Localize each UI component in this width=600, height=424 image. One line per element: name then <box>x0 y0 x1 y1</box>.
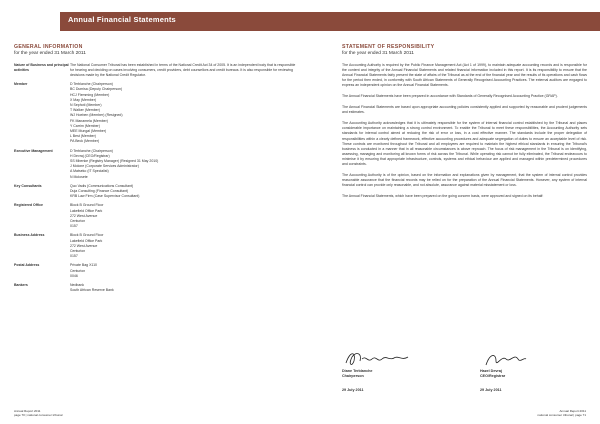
info-value-line: SS Mbenke (Registry Manager) (Resigned 31 May 2010) <box>70 158 159 163</box>
info-row <box>14 283 299 293</box>
page-title: Annual Financial Statements <box>68 15 176 24</box>
info-value-line: X May (Member) <box>70 97 97 102</box>
info-value-line: N Molosete <box>70 174 88 179</box>
info-value-line: T Walker (Member) <box>70 108 100 113</box>
info-value-line: Y Carrim (Member) <box>70 123 100 128</box>
info-value-line: Lakefield Office Park <box>70 238 103 243</box>
info-value-line: Quo Vadis (Communications Consultant) <box>70 183 134 188</box>
info-value-line: KRB Law Firm (Case Supervisor Consultant) <box>70 194 140 199</box>
info-value-line: Private Bag X110 <box>70 263 97 268</box>
footer-left <box>14 409 62 417</box>
info-row-label: Business Address <box>14 233 45 238</box>
info-value-line: BC Dumisa (Deputy Chairperson) <box>70 87 123 92</box>
info-row <box>14 203 299 229</box>
header-banner <box>0 0 600 38</box>
info-value-line: N Sephoti (Member) <box>70 102 102 107</box>
info-row <box>14 63 299 79</box>
info-value-line: WJ Hoeben (Member) (Resigned) <box>70 113 123 118</box>
signatory-name: Diane Terblanche <box>342 369 373 373</box>
footer-right <box>538 409 586 417</box>
info-value-line: 0157 <box>70 224 78 229</box>
info-row-label: Nature of Business and principal activities <box>14 62 69 72</box>
info-value-line: Nedbank <box>70 283 85 288</box>
signature-date: 29 July 2011 <box>342 388 364 392</box>
signatory-name: Hazel Devraj <box>480 369 502 373</box>
statement-paragraph: The Annual Financial Statements are based upon appropriate accounting policies consistently applied and supported by reasonable and prudent judgements and estimates. <box>342 105 587 115</box>
info-row <box>14 149 299 180</box>
info-row-value <box>70 63 299 79</box>
info-row-value <box>70 263 299 279</box>
info-value-line: Lakefield Office Park <box>70 208 103 213</box>
info-row-label: Member <box>14 82 28 87</box>
info-value-line: 272 West Avenue <box>70 243 98 248</box>
info-value-line: Centurion <box>70 218 86 223</box>
statement-of-responsibility-section <box>342 44 587 205</box>
info-row-value <box>70 149 299 180</box>
info-value-line: PA Beck (Member) <box>70 139 100 144</box>
info-value-line: FK Manamela (Member) <box>70 118 108 123</box>
info-value-line: H Devraj (CEO/Registrar) <box>70 153 110 158</box>
statement-paragraph: The Accounting Authority acknowledges that it is ultimately responsible for the system of internal financial control established by the Tribunal and places considerable importance on maintaining a strong control environment. To enable the Tribunal to meet these responsibilities, the Accounting Authority sets standards for internal control aimed at reducing the risk of error or loss, in a cost effective manner. The standards include the proper delegation of responsibilities within a clearly defined framework, effective accounting procedures and adequate segregation of duties to ensure an acceptable level of risk. These controls are monitored throughout the Tribunal and all employees are required to maintain the highest ethical standards in ensuring the Tribunal's business is conducted in a manner that in all reasonable circumstances is above reproach. The focus of risk management in the Tribunal is on identifying, assessing, managing and monitoring all known forms of risk across the Tribunal. While operating risk cannot be fully eliminated, the Tribunal endeavours to minimise it by ensuring that appropriate infrastructure, controls, systems and ethical behaviour are applied and managed within predetermined procedures and constraints. <box>342 121 587 166</box>
footer-report-label: Annual Report 2011 <box>559 409 586 413</box>
signatory-role: Chairperson <box>342 374 364 378</box>
footer-report-label: Annual Report 2011 <box>14 409 41 413</box>
info-row <box>14 263 299 279</box>
info-row-label: Executive Management <box>14 148 53 153</box>
info-row <box>14 82 299 144</box>
info-value-line: D Terblanche (Chairperson) <box>70 82 113 87</box>
info-row-value <box>70 233 299 259</box>
general-information-subtitle: for the year ended 31 March 2011 <box>14 50 86 56</box>
statement-body <box>342 63 587 200</box>
signature-image <box>342 349 432 369</box>
statement-title: STATEMENT OF RESPONSIBILITY <box>342 44 435 50</box>
statement-paragraph: The Accounting Authority is required by the Public Finance Management Act (Act 1 of 1999), to maintain adequate accounting records and is responsible for the content and integrity of the Annual Financial Statements and related financial information included in this report. It is its responsibility to ensure that the Annual Financial Statements fairly present the state of affairs of the Tribunal as at the end of the financial year and the results of its operations and cash flows for the period then ended, in conformity with South African Statements of Generally Recognised Accounting Practices. The external auditors are engaged to express an independent opinion on the Annual Financial Statements. <box>342 62 587 87</box>
info-value-line: South African Reserve Bank <box>70 288 114 293</box>
info-row-value <box>70 283 299 293</box>
statement-paragraph: The Annual Financial Statements have been prepared in accordance with Standards of Generally Recognised Accounting Practice (GRAP). <box>342 93 558 98</box>
info-row <box>14 184 299 200</box>
statement-paragraph: The Annual Financial Statements, which have been prepared on the going concern basis, were approved and signed on its behalf: <box>342 194 544 199</box>
info-value-line: 0157 <box>70 254 78 259</box>
statement-subtitle: for the year ended 31 March 2011 <box>342 50 414 56</box>
general-information-table <box>14 63 299 294</box>
signature-date: 29 July 2011 <box>480 388 502 392</box>
info-value-line: Centurion <box>70 268 86 273</box>
info-value-line: Block B Ground Floor <box>70 233 104 238</box>
info-value-line: 0046 <box>70 273 78 278</box>
info-row-label: Key Consultants <box>14 183 42 188</box>
signature-block-chairperson <box>342 349 432 393</box>
statement-paragraph: The Accounting Authority is of the opinion, based on the information and explanations given by management, that the system of internal control provides reasonable assurance that the financial records may be relied on for the preparation of the Annual Financial Statements. However, any system of internal financial control can provide only reasonable, and not absolute, assurance against material misstatement or loss. <box>342 173 587 188</box>
signatory-role: CEO/Registrar <box>480 374 506 378</box>
info-value-line: Block B Ground Floor <box>70 203 104 208</box>
info-value-line: L Best (Member) <box>70 134 96 139</box>
info-value-line: 272 West Avenue <box>70 213 98 218</box>
info-value-line: Duja Consulting (Finance Consultant) <box>70 188 129 193</box>
info-value-line: Centurion <box>70 249 86 253</box>
info-row-label: Bankers <box>14 283 28 288</box>
info-row-label: Registered Office <box>14 203 43 208</box>
info-row-label: Postal Address <box>14 263 40 268</box>
general-information-section <box>14 44 299 297</box>
general-information-title: GENERAL INFORMATION <box>14 44 83 50</box>
signature-image <box>480 349 570 369</box>
info-value-line: J Molone (Corporate Services Administrator) <box>70 164 139 169</box>
info-value-line: A Matseko (IT Specialist) <box>70 169 109 174</box>
info-value-line: D Terblanche (Chairperson) <box>70 148 113 153</box>
info-value-line: The National Consumer Tribunal has been established in terms of the National Credit Act 34 of 2005. It is an independent body that is responsible for hearing and deciding on cases involving consumers, credit providers, debt counsellors and credit bureaus. It is also responsible for reviewing decisions made by the National Credit Regulator. <box>70 62 296 77</box>
signature-block-ceo <box>480 349 570 393</box>
footer-page-label: national consumer tribunal | page 71 <box>537 413 586 417</box>
info-value-line: MEE Mungal (Member) <box>70 128 107 133</box>
footer-page-label: page 70 | national consumer tribunal <box>14 413 63 417</box>
info-value-line: HCJ Flemming (Member) <box>70 92 110 97</box>
info-row <box>14 233 299 259</box>
info-row-value <box>70 82 299 144</box>
info-row-value <box>70 184 299 200</box>
info-row-value <box>70 203 299 229</box>
